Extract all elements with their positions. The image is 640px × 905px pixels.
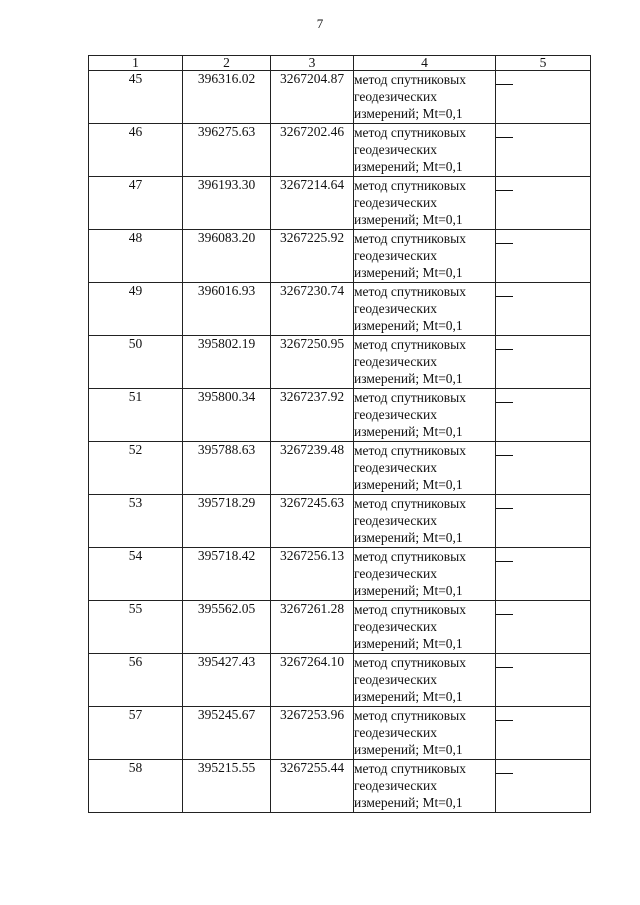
method-line: метод спутниковых [354, 761, 466, 776]
header-col-2: 2 [183, 56, 271, 71]
note-cell [496, 760, 591, 813]
method-line: измерений; Mt=0,1 [354, 265, 463, 280]
coordinate-x: 395800.34 [183, 389, 271, 442]
note-cell [496, 707, 591, 760]
note-cell [496, 71, 591, 124]
coordinate-x: 395718.42 [183, 548, 271, 601]
coordinate-y: 3267253.96 [271, 707, 354, 760]
note-cell [496, 601, 591, 654]
note-cell [496, 124, 591, 177]
point-number: 57 [89, 707, 183, 760]
coordinate-x: 396193.30 [183, 177, 271, 230]
coordinate-y: 3267239.48 [271, 442, 354, 495]
table-row [89, 601, 591, 654]
method-line: геодезических [354, 619, 437, 634]
coordinate-y: 3267202.46 [271, 124, 354, 177]
table-row [89, 760, 591, 813]
method-cell [354, 495, 496, 548]
method-line: геодезических [354, 195, 437, 210]
coordinate-y: 3267245.63 [271, 495, 354, 548]
table-row [89, 71, 591, 124]
method-cell [354, 548, 496, 601]
coordinate-y: 3267204.87 [271, 71, 354, 124]
method-line: геодезических [354, 301, 437, 316]
method-line: измерений; Mt=0,1 [354, 477, 463, 492]
method-line: измерений; Mt=0,1 [354, 424, 463, 439]
point-number: 50 [89, 336, 183, 389]
method-cell [354, 389, 496, 442]
coordinate-x: 395215.55 [183, 760, 271, 813]
coordinate-x: 395718.29 [183, 495, 271, 548]
coordinate-x: 396316.02 [183, 71, 271, 124]
page-number: 7 [316, 16, 324, 31]
dash-mark [496, 243, 513, 244]
coordinate-x: 396275.63 [183, 124, 271, 177]
method-line: геодезических [354, 407, 437, 422]
coordinate-y: 3267261.28 [271, 601, 354, 654]
coordinate-y: 3267225.92 [271, 230, 354, 283]
coordinate-y: 3267237.92 [271, 389, 354, 442]
table-row [89, 495, 591, 548]
method-line: измерений; Mt=0,1 [354, 689, 463, 704]
method-cell [354, 71, 496, 124]
note-cell [496, 177, 591, 230]
method-line: метод спутниковых [354, 602, 466, 617]
method-line: измерений; Mt=0,1 [354, 159, 463, 174]
coordinate-x: 396083.20 [183, 230, 271, 283]
method-line: метод спутниковых [354, 284, 466, 299]
note-cell [496, 336, 591, 389]
method-line: метод спутниковых [354, 72, 466, 87]
method-line: геодезических [354, 672, 437, 687]
method-line: измерений; Mt=0,1 [354, 583, 463, 598]
dash-mark [496, 84, 513, 85]
table-row [89, 548, 591, 601]
point-number: 53 [89, 495, 183, 548]
dash-mark [496, 667, 513, 668]
method-line: измерений; Mt=0,1 [354, 530, 463, 545]
coordinate-y: 3267214.64 [271, 177, 354, 230]
method-cell [354, 760, 496, 813]
dash-mark [496, 508, 513, 509]
note-cell [496, 548, 591, 601]
method-cell [354, 707, 496, 760]
point-number: 49 [89, 283, 183, 336]
point-number: 46 [89, 124, 183, 177]
note-cell [496, 654, 591, 707]
coordinate-x: 395562.05 [183, 601, 271, 654]
coordinate-y: 3267230.74 [271, 283, 354, 336]
dash-mark [496, 296, 513, 297]
header-col-3: 3 [271, 56, 354, 71]
dash-mark [496, 190, 513, 191]
method-line: метод спутниковых [354, 655, 466, 670]
method-line: геодезических [354, 89, 437, 104]
method-line: геодезических [354, 725, 437, 740]
coordinate-x: 395427.43 [183, 654, 271, 707]
method-line: измерений; Mt=0,1 [354, 742, 463, 757]
method-line: геодезических [354, 142, 437, 157]
table-row [89, 654, 591, 707]
table-row [89, 177, 591, 230]
coordinate-y: 3267250.95 [271, 336, 354, 389]
coordinates-table [88, 55, 591, 813]
method-cell [354, 336, 496, 389]
method-cell [354, 283, 496, 336]
note-cell [496, 442, 591, 495]
coordinate-y: 3267256.13 [271, 548, 354, 601]
dash-mark [496, 349, 513, 350]
point-number: 58 [89, 760, 183, 813]
dash-mark [496, 773, 513, 774]
dash-mark [496, 720, 513, 721]
method-line: метод спутниковых [354, 549, 466, 564]
method-line: измерений; Mt=0,1 [354, 318, 463, 333]
dash-mark [496, 614, 513, 615]
coordinate-y: 3267264.10 [271, 654, 354, 707]
point-number: 54 [89, 548, 183, 601]
point-number: 51 [89, 389, 183, 442]
method-line: измерений; Mt=0,1 [354, 636, 463, 651]
table-row [89, 283, 591, 336]
method-line: метод спутниковых [354, 390, 466, 405]
header-col-4: 4 [354, 56, 496, 71]
method-line: метод спутниковых [354, 178, 466, 193]
method-line: геодезических [354, 778, 437, 793]
method-line: измерений; Mt=0,1 [354, 371, 463, 386]
dash-mark [496, 561, 513, 562]
point-number: 52 [89, 442, 183, 495]
coordinate-x: 395245.67 [183, 707, 271, 760]
method-cell [354, 654, 496, 707]
method-line: метод спутниковых [354, 496, 466, 511]
method-line: метод спутниковых [354, 708, 466, 723]
point-number: 48 [89, 230, 183, 283]
table-row [89, 442, 591, 495]
note-cell [496, 283, 591, 336]
dash-mark [496, 455, 513, 456]
method-line: метод спутниковых [354, 231, 466, 246]
coordinate-x: 396016.93 [183, 283, 271, 336]
header-col-1: 1 [89, 56, 183, 71]
coordinate-x: 395788.63 [183, 442, 271, 495]
point-number: 47 [89, 177, 183, 230]
table-row [89, 124, 591, 177]
method-line: метод спутниковых [354, 443, 466, 458]
point-number: 56 [89, 654, 183, 707]
table-row [89, 707, 591, 760]
method-cell [354, 442, 496, 495]
method-line: геодезических [354, 566, 437, 581]
table-row [89, 389, 591, 442]
method-line: измерений; Mt=0,1 [354, 212, 463, 227]
method-line: геодезических [354, 248, 437, 263]
note-cell [496, 230, 591, 283]
table-body [89, 71, 591, 813]
method-line: метод спутниковых [354, 125, 466, 140]
method-line: измерений; Mt=0,1 [354, 106, 463, 121]
method-line: измерений; Mt=0,1 [354, 795, 463, 810]
method-line: геодезических [354, 460, 437, 475]
dash-mark [496, 137, 513, 138]
method-cell [354, 177, 496, 230]
table-header-row [89, 56, 591, 71]
method-cell [354, 601, 496, 654]
table-row [89, 336, 591, 389]
header-col-5: 5 [496, 56, 591, 71]
method-line: геодезических [354, 513, 437, 528]
note-cell [496, 495, 591, 548]
note-cell [496, 389, 591, 442]
dash-mark [496, 402, 513, 403]
coordinate-x: 395802.19 [183, 336, 271, 389]
coordinate-y: 3267255.44 [271, 760, 354, 813]
point-number: 55 [89, 601, 183, 654]
table-row [89, 230, 591, 283]
method-cell [354, 124, 496, 177]
method-line: геодезических [354, 354, 437, 369]
point-number: 45 [89, 71, 183, 124]
method-line: метод спутниковых [354, 337, 466, 352]
method-cell [354, 230, 496, 283]
